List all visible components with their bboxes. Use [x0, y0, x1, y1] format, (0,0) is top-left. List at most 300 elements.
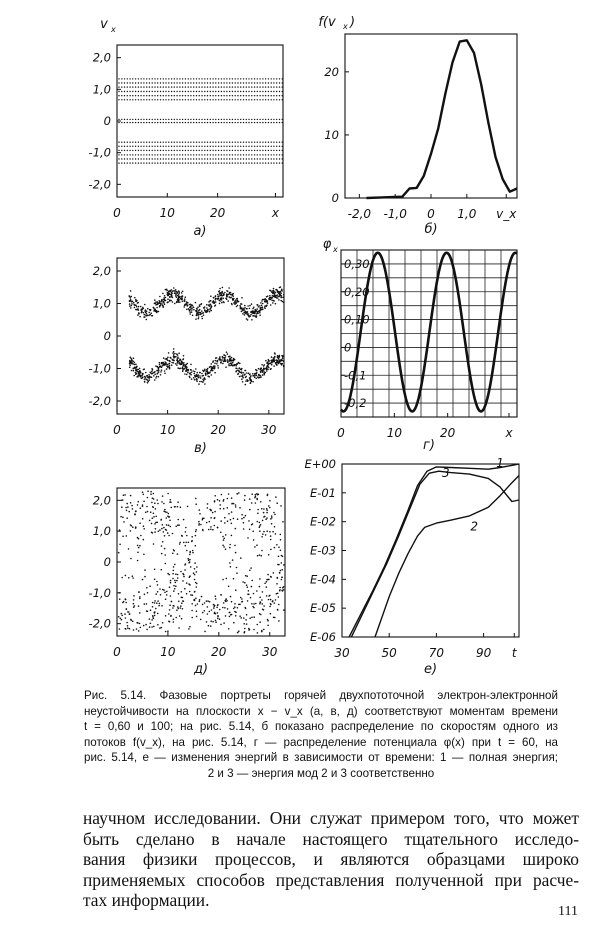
y-tick-label: E-01 [309, 485, 336, 500]
phase-point [240, 119, 241, 120]
phase-point [244, 582, 246, 584]
y-axis-label-subscript: x [343, 22, 348, 31]
phase-point [271, 364, 273, 366]
phase-point [132, 142, 133, 143]
phase-point [215, 86, 216, 87]
phase-point [155, 301, 157, 303]
phase-point [132, 301, 134, 303]
phase-point [243, 312, 245, 314]
phase-point [154, 122, 155, 123]
phase-point [132, 162, 133, 163]
phase-point [201, 86, 202, 87]
phase-point [144, 304, 146, 306]
phase-point [138, 142, 139, 143]
phase-point [199, 146, 200, 147]
phase-point [247, 305, 249, 307]
phase-point [280, 570, 282, 572]
phase-point [212, 91, 213, 92]
phase-point [224, 517, 226, 519]
phase-point [271, 78, 272, 79]
phase-point [227, 608, 229, 610]
phase-point [177, 357, 179, 359]
phase-point [252, 531, 254, 533]
phase-point [240, 303, 242, 305]
phase-point [229, 142, 230, 143]
phase-point [250, 567, 252, 569]
phase-point [219, 618, 221, 620]
phase-point [268, 554, 270, 556]
phase-point [168, 78, 169, 79]
phase-point [160, 91, 161, 92]
panel-v [89, 258, 285, 456]
phase-point [149, 379, 151, 381]
phase-point [276, 162, 277, 163]
phase-point [226, 146, 227, 147]
phase-point [168, 158, 169, 159]
phase-point [142, 579, 144, 581]
phase-point [265, 78, 266, 79]
phase-point [238, 301, 240, 303]
phase-point [135, 154, 136, 155]
phase-point [275, 496, 277, 498]
phase-point [140, 122, 141, 123]
phase-point [162, 524, 164, 526]
phase-point [151, 626, 153, 628]
caption-line: рис. 5.14, е — изменения энергий в зависимости от времени: 1 — полная энергия; [84, 751, 558, 765]
phase-point [180, 571, 182, 573]
phase-point [185, 119, 186, 120]
phase-point [185, 365, 187, 367]
phase-point [190, 369, 192, 371]
phase-point [279, 158, 280, 159]
phase-point [143, 86, 144, 87]
phase-point [143, 154, 144, 155]
phase-point [132, 78, 133, 79]
phase-point [191, 311, 193, 313]
phase-point [190, 78, 191, 79]
phase-point [199, 601, 201, 603]
phase-point [235, 78, 236, 79]
phase-point [207, 82, 208, 83]
phase-point [259, 78, 260, 79]
phase-point [195, 529, 197, 531]
phase-point [159, 366, 161, 368]
phase-point [127, 91, 128, 92]
phase-point [154, 371, 156, 373]
phase-point [193, 373, 195, 375]
phase-point [154, 119, 155, 120]
phase-point [121, 78, 122, 79]
phase-point [243, 95, 244, 96]
phase-point [174, 353, 176, 355]
phase-point [143, 91, 144, 92]
phase-point [273, 512, 275, 514]
phase-point [190, 146, 191, 147]
phase-point [154, 82, 155, 83]
phase-point [135, 142, 136, 143]
phase-point [211, 374, 213, 376]
phase-point [182, 158, 183, 159]
phase-point [143, 142, 144, 143]
phase-point [119, 592, 121, 594]
phase-point [182, 119, 183, 120]
phase-point [165, 615, 167, 617]
phase-point [140, 82, 141, 83]
phase-point [193, 122, 194, 123]
phase-point [132, 146, 133, 147]
phase-point [234, 606, 236, 608]
phase-point [217, 294, 219, 296]
phase-point [282, 521, 284, 523]
phase-point [279, 587, 281, 589]
phase-point [194, 591, 196, 593]
phase-point [204, 86, 205, 87]
phase-point [257, 632, 259, 634]
phase-point [223, 354, 225, 356]
phase-point [138, 119, 139, 120]
phase-point [257, 521, 259, 523]
y-tick-label: 1,0 [92, 82, 111, 97]
phase-point [246, 95, 247, 96]
phase-point [240, 308, 242, 310]
phase-point [121, 142, 122, 143]
phase-point [129, 303, 131, 305]
phase-point [263, 512, 265, 514]
phase-point [155, 608, 157, 610]
phase-point [202, 318, 204, 320]
phase-point [140, 158, 141, 159]
phase-point [243, 623, 245, 625]
phase-point [269, 290, 271, 292]
phase-point [161, 303, 163, 305]
phase-point [180, 605, 182, 607]
phase-point [269, 295, 271, 297]
phase-point [227, 353, 229, 355]
phase-point [212, 158, 213, 159]
phase-point [165, 363, 167, 365]
phase-point [236, 301, 238, 303]
phase-point [184, 300, 186, 302]
phase-point [185, 78, 186, 79]
phase-point [123, 521, 125, 523]
phase-point [156, 581, 158, 583]
phase-point [268, 599, 270, 601]
phase-point [179, 91, 180, 92]
phase-point [241, 368, 243, 370]
phase-point [118, 99, 119, 100]
phase-point [170, 595, 172, 597]
phase-point [277, 564, 279, 566]
phase-point [152, 150, 153, 151]
phase-point [248, 628, 250, 630]
y-axis-label: v [100, 17, 108, 32]
phase-point [190, 122, 191, 123]
phase-point [278, 356, 280, 358]
phase-point [146, 142, 147, 143]
phase-point [165, 99, 166, 100]
phase-point [177, 501, 179, 503]
phase-point [149, 626, 151, 628]
phase-point [129, 146, 130, 147]
phase-point [248, 158, 249, 159]
phase-point [165, 358, 167, 360]
phase-point [271, 300, 273, 302]
phase-point [176, 119, 177, 120]
phase-point [223, 122, 224, 123]
phase-point [265, 99, 266, 100]
phase-point [171, 95, 172, 96]
phase-point [133, 603, 135, 605]
phase-point [166, 591, 168, 593]
phase-point [262, 158, 263, 159]
phase-point [165, 78, 166, 79]
phase-point [157, 162, 158, 163]
x-tick-label: 20 [211, 645, 227, 659]
phase-point [250, 314, 252, 316]
phase-point [204, 158, 205, 159]
phase-point [282, 587, 284, 589]
phase-point [261, 599, 263, 601]
phase-point [163, 142, 164, 143]
phase-point [172, 290, 174, 292]
phase-point [265, 301, 267, 303]
phase-point [218, 82, 219, 83]
x-tick-label: 20 [210, 423, 226, 437]
phase-point [143, 119, 144, 120]
phase-point [146, 95, 147, 96]
phase-point [257, 311, 259, 313]
phase-point [163, 78, 164, 79]
phase-point [121, 122, 122, 123]
phase-point [262, 299, 264, 301]
phase-point [226, 158, 227, 159]
phase-point [130, 495, 132, 497]
y-tick-label: -0,1 [344, 368, 367, 383]
phase-point [144, 378, 146, 380]
phase-point [261, 550, 263, 552]
phase-point [235, 91, 236, 92]
phase-point [190, 119, 191, 120]
phase-point [257, 158, 258, 159]
phase-point [201, 142, 202, 143]
phase-point [278, 596, 280, 598]
phase-point [190, 307, 192, 309]
phase-point [119, 628, 121, 630]
phase-point [133, 302, 135, 304]
y-tick-label: 2,0 [92, 493, 111, 508]
phase-point [248, 154, 249, 155]
phase-point [174, 293, 176, 295]
phase-point [124, 91, 125, 92]
phase-point [257, 119, 258, 120]
phase-point [218, 86, 219, 87]
phase-point [152, 532, 154, 534]
phase-point [274, 360, 276, 362]
phase-point [196, 315, 198, 317]
phase-point [206, 371, 208, 373]
phase-point [254, 82, 255, 83]
phase-point [154, 303, 156, 305]
phase-point [196, 381, 198, 383]
phase-point [169, 574, 171, 576]
phase-point [243, 632, 245, 634]
phase-point [204, 122, 205, 123]
phase-point [234, 359, 236, 361]
phase-point [165, 150, 166, 151]
phase-point [195, 368, 197, 370]
phase-point [191, 610, 193, 612]
phase-point [280, 534, 282, 536]
phase-point [148, 374, 150, 376]
phase-point [146, 158, 147, 159]
phase-point [196, 583, 198, 585]
phase-point [118, 95, 119, 96]
phase-point [182, 142, 183, 143]
phase-point [164, 361, 166, 363]
phase-point [259, 525, 261, 527]
phase-point [282, 78, 283, 79]
phase-point [210, 158, 211, 159]
phase-point [201, 373, 203, 375]
phase-point [183, 358, 185, 360]
phase-point [154, 310, 156, 312]
phase-point [189, 376, 191, 378]
phase-point [177, 574, 179, 576]
phase-point [222, 287, 224, 289]
phase-point [188, 162, 189, 163]
phase-point [202, 604, 204, 606]
phase-point [189, 554, 191, 556]
phase-point [218, 142, 219, 143]
phase-point [159, 364, 161, 366]
phase-point [159, 627, 161, 629]
phase-point [152, 86, 153, 87]
panel-label: б) [424, 222, 438, 237]
phase-point [120, 516, 122, 518]
phase-point [210, 306, 212, 308]
phase-point [221, 299, 223, 301]
phase-point [212, 154, 213, 155]
phase-point [188, 542, 190, 544]
phase-point [171, 601, 173, 603]
phase-point [196, 378, 198, 380]
phase-point [121, 619, 123, 621]
phase-point [177, 359, 179, 361]
phase-point [176, 78, 177, 79]
phase-point [251, 95, 252, 96]
phase-point [216, 607, 218, 609]
phase-point [177, 299, 179, 301]
phase-point [239, 507, 241, 509]
phase-point [221, 294, 223, 296]
phase-point [268, 150, 269, 151]
phase-point [133, 606, 135, 608]
phase-point [130, 357, 132, 359]
phase-point [223, 298, 225, 300]
phase-point [170, 294, 172, 296]
phase-point [267, 495, 269, 497]
phase-point [241, 378, 243, 380]
phase-point [207, 150, 208, 151]
phase-point [251, 319, 253, 321]
phase-point [281, 555, 283, 557]
phase-point [259, 312, 261, 314]
phase-point [195, 535, 197, 537]
phase-point [219, 359, 221, 361]
phase-point [176, 122, 177, 123]
phase-point [148, 381, 150, 383]
phase-point [246, 119, 247, 120]
phase-point [182, 95, 183, 96]
y-tick-label: 0,30 [344, 256, 370, 271]
phase-point [212, 512, 214, 514]
phase-point [175, 363, 177, 365]
phase-point [266, 512, 268, 514]
phase-point [224, 522, 226, 524]
phase-point [248, 86, 249, 87]
phase-point [158, 300, 160, 302]
phase-point [201, 162, 202, 163]
phase-point [196, 150, 197, 151]
phase-point [235, 504, 237, 506]
phase-point [240, 150, 241, 151]
phase-point [175, 582, 177, 584]
phase-point [218, 122, 219, 123]
phase-point [249, 529, 251, 531]
phase-point [212, 122, 213, 123]
phase-point [161, 519, 163, 521]
phase-point [212, 99, 213, 100]
phase-point [241, 307, 243, 309]
phase-point [237, 370, 239, 372]
phase-point [228, 586, 230, 588]
phase-point [273, 158, 274, 159]
phase-point [187, 558, 189, 560]
phase-point [239, 615, 241, 617]
y-tick-label: 0 [331, 191, 339, 205]
phase-point [210, 142, 211, 143]
phase-point [177, 301, 179, 303]
phase-point [224, 361, 226, 363]
phase-point [279, 287, 281, 289]
phase-point [266, 579, 268, 581]
phase-point [160, 86, 161, 87]
phase-point [201, 596, 203, 598]
phase-point [181, 296, 183, 298]
phase-point [262, 591, 264, 593]
phase-point [233, 622, 235, 624]
phase-point [221, 122, 222, 123]
phase-point [179, 82, 180, 83]
phase-point [245, 376, 247, 378]
phase-point [181, 618, 183, 620]
phase-point [232, 158, 233, 159]
phase-point [210, 146, 211, 147]
phase-point [185, 563, 187, 565]
phase-point [185, 150, 186, 151]
phase-point [182, 301, 184, 303]
phase-point [162, 622, 164, 624]
phase-point [187, 370, 189, 372]
phase-point [207, 158, 208, 159]
phase-point [270, 304, 272, 306]
phase-point [138, 547, 140, 549]
phase-point [154, 150, 155, 151]
phase-point [246, 318, 248, 320]
phase-point [156, 307, 158, 309]
phase-point [235, 552, 237, 554]
phase-point [143, 525, 145, 527]
